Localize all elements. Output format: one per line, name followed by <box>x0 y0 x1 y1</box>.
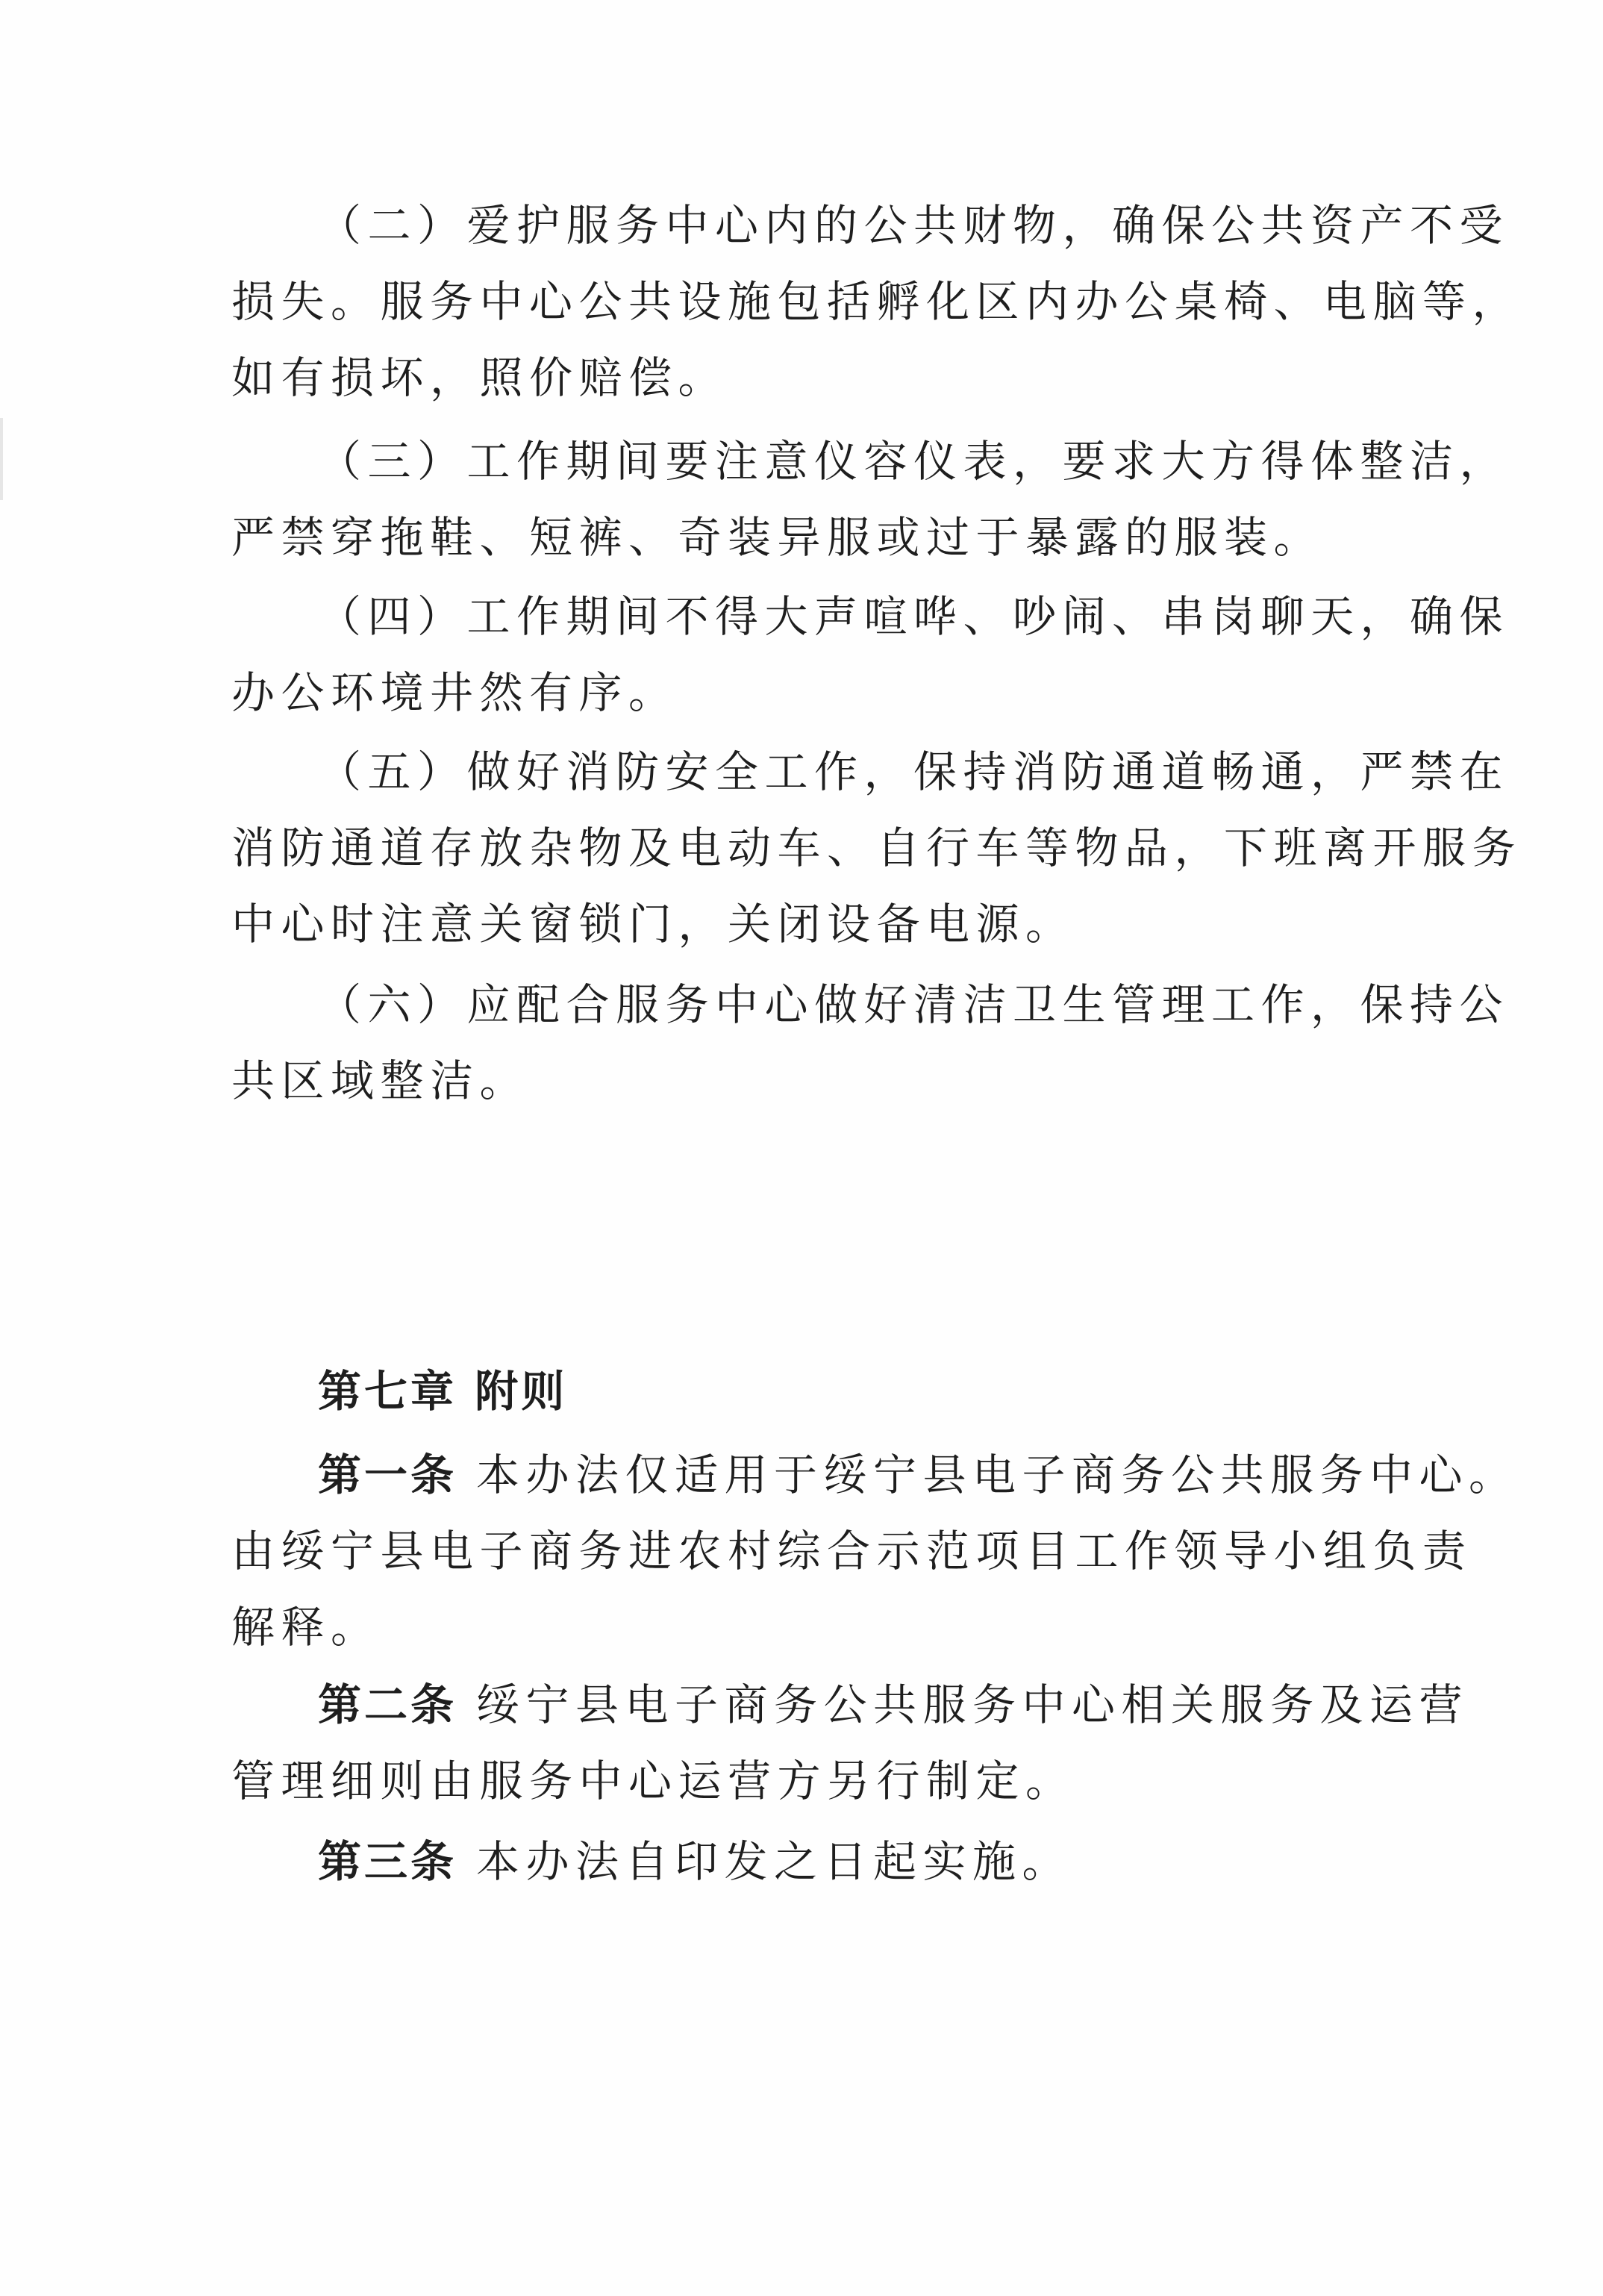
article-text: 本办法自印发之日起实施。 <box>476 1836 1072 1887</box>
chapter-heading: 第七章 附则 <box>318 1366 568 1417</box>
paragraph-line: 中心时注意关窗锁门，关闭设备电源。 <box>231 899 1075 949</box>
paragraph-line: 办公环境井然有序。 <box>231 667 678 718</box>
article-line: 由绥宁县电子商务进农村综合示范项目工作领导小组负责 <box>231 1526 1472 1576</box>
scan-edge-mark <box>0 418 3 500</box>
article-first-line <box>318 1445 1519 1505</box>
paragraph-line: （四）工作期间不得大声喧哗、吵闹、串岗聊天，确保 <box>318 591 1510 642</box>
article-first-line <box>318 1675 1469 1735</box>
paragraph-line: 如有损坏，照价赔偿。 <box>231 352 728 403</box>
paragraph-line: 损失。服务中心公共设施包括孵化区内办公桌椅、电脑等， <box>231 276 1522 327</box>
article-first-line <box>318 1832 1072 1891</box>
paragraph-line: 消防通道存放杂物及电动车、自行车等物品，下班离开服务 <box>231 823 1522 873</box>
article-label: 第三条 <box>318 1836 457 1887</box>
paragraph-line: （二）爱护服务中心内的公共财物，确保公共资产不受 <box>318 200 1510 251</box>
paragraph-line: （三）工作期间要注意仪容仪表，要求大方得体整洁， <box>318 436 1510 487</box>
article-line: 管理细则由服务中心运营方另行制定。 <box>231 1756 1075 1806</box>
article-label: 第二条 <box>318 1679 457 1730</box>
article-label: 第一条 <box>318 1450 457 1500</box>
paragraph-line: （六）应配合服务中心做好清洁卫生管理工作，保持公 <box>318 979 1510 1030</box>
article-line: 解释。 <box>231 1602 381 1653</box>
article-text: 本办法仅适用于绥宁县电子商务公共服务中心。 <box>476 1450 1519 1500</box>
paragraph-line: 共区域整洁。 <box>231 1055 530 1106</box>
paragraph-line: 严禁穿拖鞋、短裤、奇装异服或过于暴露的服装。 <box>231 512 1324 563</box>
article-text: 绥宁县电子商务公共服务中心相关服务及运营 <box>476 1679 1469 1730</box>
paragraph-line: （五）做好消防安全工作，保持消防通道畅通，严禁在 <box>318 746 1510 797</box>
